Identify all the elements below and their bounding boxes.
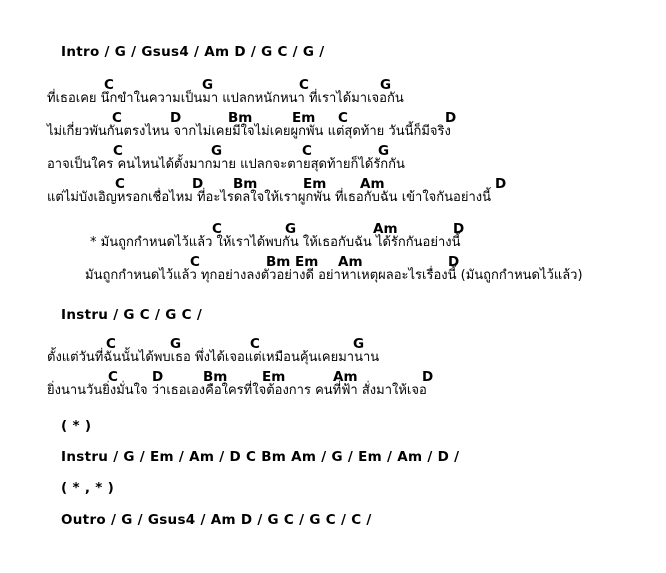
lyric-chorus-line2: มันถูกกำหนดไว้แล้ว ทุกอย่างลงตัวอย่างดี อย่าหาเหตุผลอะไรเรื่องนี้ (มันถูกกำหนดไว้แล้ว) xyxy=(85,268,583,283)
chord-verse1-line2-1-D: D xyxy=(170,110,182,126)
chord-chorus-line2-3-Am: Am xyxy=(338,254,363,270)
chord-verse1-line4-2-Bm: Bm xyxy=(233,176,258,192)
chord-verse2-line2-1-D: D xyxy=(152,369,164,385)
chord-verse1-line2-4-C: C xyxy=(338,110,348,126)
lyric-verse1-line4: แต่ไม่บังเอิญหรอกเชื่อไหม ที่อะไรดลใจให้เราผูกพัน ที่เธอกับฉัน เข้าใจกันอย่างนี้ xyxy=(47,190,492,205)
chord-verse1-line4-0-C: C xyxy=(115,176,125,192)
chord-verse1-line4-3-Em: Em xyxy=(303,176,327,192)
chord-verse2-line2-4-Am: Am xyxy=(333,369,358,385)
chord-verse1-line2-5-D: D xyxy=(445,110,457,126)
section-line-instru1: Instru / G C / G C / xyxy=(61,307,203,323)
lyric-verse1-line1: ที่เธอเคย นึกขำในความเป็นมา แปลกหนักหนา ที่เราได้มาเจอกัน xyxy=(47,91,404,106)
chord-verse1-line3-1-G: G xyxy=(211,143,223,159)
chord-verse2-line2-2-Bm: Bm xyxy=(203,369,228,385)
chord-chorus-line1-0-C: C xyxy=(212,221,222,237)
chord-verse2-line1-3-G: G xyxy=(353,336,365,352)
chord-verse2-line2-3-Em: Em xyxy=(262,369,286,385)
chord-verse1-line2-3-Em: Em xyxy=(292,110,316,126)
section-line-instru2: Instru / G / Em / Am / D C Bm Am / G / Em / Am / D / xyxy=(61,449,460,465)
chord-verse1-line4-4-Am: Am xyxy=(360,176,385,192)
chord-verse2-line1-0-C: C xyxy=(106,336,116,352)
chord-chorus-line2-0-C: C xyxy=(190,254,200,270)
chord-chorus-line2-2-Em: Em xyxy=(295,254,319,270)
lyric-verse2-line1: ตั้งแต่วันที่ฉันนั้นได้พบเธอ พึ่งได้เจอแต่เหมือนคุ้นเคยมานาน xyxy=(47,350,380,365)
chord-verse1-line3-0-C: C xyxy=(113,143,123,159)
section-line-repeat2: ( * , * ) xyxy=(61,480,115,496)
lyric-verse1-line2: ไม่เกี่ยวพันกันตรงไหน จากไม่เคยมีใจไม่เคยผูกพัน แต่สุดท้าย วันนี้ก็มีจริง xyxy=(47,124,451,139)
lyric-verse2-line2: ยิ่งนานวันยิ่งมั่นใจ ว่าเธอเองคือใครที่ใจต้องการ คนที่ฟ้า สั่งมาให้เจอ xyxy=(47,383,427,398)
chord-verse1-line3-2-C: C xyxy=(302,143,312,159)
section-line-repeat1: ( * ) xyxy=(61,418,92,434)
chord-verse1-line2-0-C: C xyxy=(112,110,122,126)
section-line-intro: Intro / G / Gsus4 / Am D / G C / G / xyxy=(61,44,325,60)
chord-chorus-line1-3-D: D xyxy=(453,221,465,237)
section-line-outro: Outro / G / Gsus4 / Am D / G C / G C / C / xyxy=(61,512,372,528)
chord-chorus-line1-1-G: G xyxy=(285,221,297,237)
chord-chorus-line2-4-D: D xyxy=(448,254,460,270)
lyric-chorus-line1: * มันถูกกำหนดไว้แล้ว ให้เราได้พบกัน ให้เธอกับฉัน ได้รักกันอย่างนี้ xyxy=(90,235,461,250)
chord-verse1-line1-3-G: G xyxy=(380,77,392,93)
chord-verse1-line3-3-G: G xyxy=(378,143,390,159)
chord-verse1-line1-1-G: G xyxy=(202,77,214,93)
chord-verse2-line2-0-C: C xyxy=(108,369,118,385)
chord-verse2-line1-1-G: G xyxy=(170,336,182,352)
chord-verse2-line1-2-C: C xyxy=(250,336,260,352)
chord-chorus-line1-2-Am: Am xyxy=(373,221,398,237)
chord-verse2-line2-5-D: D xyxy=(422,369,434,385)
chord-verse1-line4-5-D: D xyxy=(495,176,507,192)
lyric-verse1-line3: อาจเป็นใคร คนไหนได้ตั้งมากมาย แปลกจะตายสุดท้ายก็ได้รักกัน xyxy=(47,157,405,172)
chord-chorus-line2-1-Bm: Bm xyxy=(266,254,291,270)
chord-verse1-line4-1-D: D xyxy=(192,176,204,192)
chord-verse1-line1-2-C: C xyxy=(299,77,309,93)
chord-verse1-line2-2-Bm: Bm xyxy=(228,110,253,126)
chord-verse1-line1-0-C: C xyxy=(104,77,114,93)
